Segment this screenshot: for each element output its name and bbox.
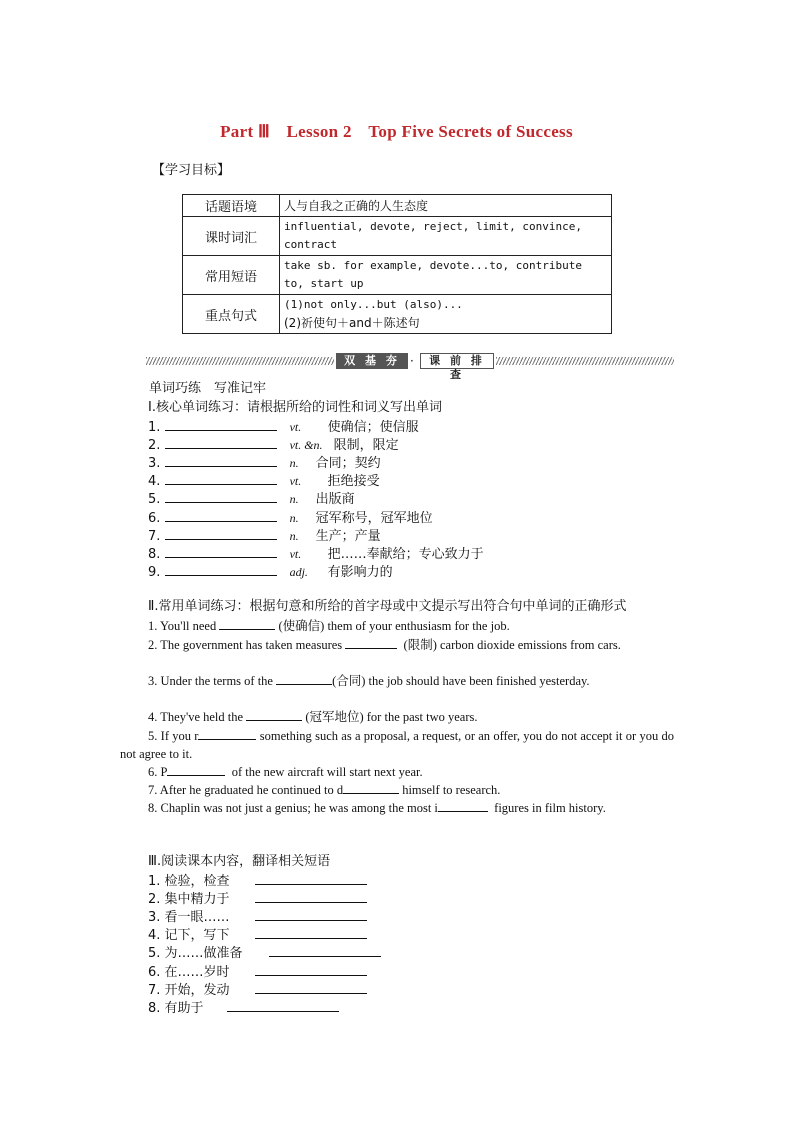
word-meaning: 使确信；使信服 xyxy=(327,420,419,435)
list-item xyxy=(148,544,484,564)
word-meaning: 合同；契约 xyxy=(315,456,381,471)
item-number: 3. xyxy=(148,456,161,471)
answer-blank[interactable] xyxy=(343,780,399,794)
answer-blank[interactable] xyxy=(165,508,277,522)
list-item xyxy=(148,508,433,528)
list-item xyxy=(148,435,399,455)
answer-blank[interactable] xyxy=(165,453,277,467)
list-item xyxy=(148,980,367,1000)
item-number: 3. xyxy=(148,910,161,925)
part-of-speech: n. xyxy=(289,511,299,525)
answer-blank[interactable] xyxy=(255,980,367,994)
sentence xyxy=(148,780,674,799)
answer-blank[interactable] xyxy=(276,671,332,685)
title-lesson: Lesson 2 xyxy=(286,122,352,141)
sentence-text: something such as a proposal, a request, or an offer, you do not accept it or you do not agree to it. xyxy=(120,729,674,761)
word-meaning: 把……奉献给；专心致力于 xyxy=(327,547,484,562)
sentence-text: 6. P xyxy=(148,765,168,779)
sentence-text: for the past two years. xyxy=(363,710,478,724)
sentence xyxy=(120,671,674,690)
answer-blank[interactable] xyxy=(255,871,367,885)
table-row xyxy=(183,195,612,217)
list-item xyxy=(148,471,380,491)
sentence-hint: (限制) xyxy=(403,638,437,652)
item-number: 6. xyxy=(148,511,161,526)
sentence-text: himself to research. xyxy=(399,783,501,797)
sentence-text: of the new aircraft will start next year. xyxy=(231,765,423,779)
part3-heading: Ⅲ.阅读课本内容，翻译相关短语 xyxy=(148,854,331,869)
sentence-text: them of your enthusiasm for the job. xyxy=(324,619,510,633)
answer-blank[interactable] xyxy=(165,526,277,540)
answer-blank[interactable] xyxy=(255,889,367,903)
sentence xyxy=(120,635,674,654)
sentence-text: 1. You'll need xyxy=(148,619,220,633)
sentence-text: carbon dioxide emissions from cars. xyxy=(436,638,621,652)
sentence-text: 3. Under the terms of the xyxy=(148,674,277,688)
answer-blank[interactable] xyxy=(255,925,367,939)
sentence-text: 8. Chaplin was not just a genius; he was among the most i xyxy=(148,801,438,815)
answer-blank[interactable] xyxy=(165,562,277,576)
sentence-text: figures in film history. xyxy=(494,801,606,815)
answer-blank[interactable] xyxy=(219,616,275,630)
answer-blank[interactable] xyxy=(246,707,302,721)
table-row xyxy=(183,295,612,334)
answer-blank[interactable] xyxy=(165,471,277,485)
answer-blank[interactable] xyxy=(345,635,397,649)
sentence xyxy=(148,707,674,726)
item-number: 5. xyxy=(148,946,161,961)
item-number: 4. xyxy=(148,474,161,489)
sentence-text: 4. They've held the xyxy=(148,710,247,724)
part-of-speech: adj. xyxy=(289,565,308,579)
sentence xyxy=(120,726,674,763)
item-number: 2. xyxy=(148,892,161,907)
sentence-hint: (使确信) xyxy=(278,619,325,633)
answer-blank[interactable] xyxy=(165,544,277,558)
answer-blank[interactable] xyxy=(255,907,367,921)
answer-blank[interactable] xyxy=(255,962,367,976)
item-number: 7. xyxy=(148,983,161,998)
item-number: 8. xyxy=(148,1001,161,1016)
list-item xyxy=(148,907,367,927)
list-item xyxy=(148,998,339,1018)
list-item xyxy=(148,943,381,963)
phrase-text: 开始，发动 xyxy=(164,983,230,998)
goals-heading: 【学习目标】 xyxy=(152,163,231,178)
word-meaning: 生产；产量 xyxy=(315,529,381,544)
list-item xyxy=(148,417,419,437)
objective-key: 话题语境 xyxy=(183,195,280,217)
sentence-text: 2. The government has taken measures xyxy=(148,638,346,652)
banner-label-left: 双 基 夯 实 xyxy=(336,353,408,369)
objective-line: (2)祈使句＋and＋陈述句 xyxy=(284,316,420,330)
table-row xyxy=(183,256,612,295)
phrase-text: 为……做准备 xyxy=(164,946,243,961)
title-part: Part Ⅲ xyxy=(220,122,270,141)
list-item xyxy=(148,453,381,473)
objectives-table xyxy=(182,194,612,334)
objective-key: 课时词汇 xyxy=(183,217,280,256)
item-number: 5. xyxy=(148,492,161,507)
item-number: 1. xyxy=(148,420,161,435)
objective-value: take sb. for example, devote...to, contribute to, start up xyxy=(280,256,612,295)
list-item xyxy=(148,889,367,909)
list-item xyxy=(148,871,367,891)
page-title xyxy=(0,122,793,142)
sentence-hint: (合同) xyxy=(332,674,366,688)
list-item xyxy=(148,562,393,582)
sentence-text: 7. After he graduated he continued to d xyxy=(148,783,344,797)
word-meaning: 有影响力的 xyxy=(327,565,393,580)
answer-blank[interactable] xyxy=(167,762,225,776)
item-number: 6. xyxy=(148,965,161,980)
word-meaning: 限制，限定 xyxy=(333,438,399,453)
sentence xyxy=(148,762,674,781)
objective-key: 重点句式 xyxy=(183,295,280,334)
part-of-speech: n. xyxy=(289,492,299,506)
hatch-divider xyxy=(496,357,674,365)
list-item xyxy=(148,489,355,509)
objective-value xyxy=(280,295,612,334)
objective-line: (1)not only...but (also)... xyxy=(284,298,463,311)
word-meaning: 出版商 xyxy=(315,492,355,507)
objective-key: 常用短语 xyxy=(183,256,280,295)
sentence-text: the job should have been finished yesterday. xyxy=(365,674,590,688)
part-of-speech: vt. &n. xyxy=(289,438,323,452)
answer-blank[interactable] xyxy=(227,998,339,1012)
phrase-text: 记下，写下 xyxy=(164,928,230,943)
list-item xyxy=(148,526,381,546)
section-heading: 单词巧练 写准记牢 xyxy=(149,381,267,396)
part-of-speech: vt. xyxy=(289,547,302,561)
list-item xyxy=(148,925,367,945)
item-number: 8. xyxy=(148,547,161,562)
part2-heading: Ⅱ.常用单词练习：根据句意和所给的首字母或中文提示写出符合句中单词的正确形式 xyxy=(148,599,627,614)
answer-blank[interactable] xyxy=(438,798,488,812)
item-number: 2. xyxy=(148,438,161,453)
hatch-divider xyxy=(146,357,334,365)
phrase-text: 在……岁时 xyxy=(164,965,230,980)
item-number: 9. xyxy=(148,565,161,580)
answer-blank[interactable] xyxy=(198,726,256,740)
title-name: Top Five Secrets of Success xyxy=(368,122,573,141)
answer-blank[interactable] xyxy=(269,943,381,957)
table-row xyxy=(183,217,612,256)
word-meaning: 拒绝接受 xyxy=(327,474,380,489)
item-number: 7. xyxy=(148,529,161,544)
list-item xyxy=(148,962,367,982)
answer-blank[interactable] xyxy=(165,489,277,503)
part-of-speech: vt. xyxy=(289,420,302,434)
objective-value: 人与自我之正确的人生态度 xyxy=(280,195,612,217)
sentence-hint: (冠军地位) xyxy=(305,710,364,724)
section-banner xyxy=(146,353,674,383)
banner-label-right: 课 前 排 查 xyxy=(420,353,494,369)
answer-blank[interactable] xyxy=(165,435,277,449)
part-of-speech: n. xyxy=(289,529,299,543)
sentence xyxy=(120,798,674,817)
answer-blank[interactable] xyxy=(165,417,277,431)
word-meaning: 冠军称号，冠军地位 xyxy=(315,511,433,526)
sentence xyxy=(148,616,674,635)
phrase-text: 集中精力于 xyxy=(164,892,230,907)
part1-heading: Ⅰ.核心单词练习：请根据所给的词性和词义写出单词 xyxy=(148,400,442,415)
item-number: 1. xyxy=(148,874,161,889)
phrase-text: 检验，检查 xyxy=(164,874,230,889)
sentence-text: 5. If you r xyxy=(148,729,199,743)
phrase-text: 看一眼…… xyxy=(164,910,230,925)
item-number: 4. xyxy=(148,928,161,943)
part-of-speech: n. xyxy=(289,456,299,470)
banner-dot: · xyxy=(410,354,414,368)
part-of-speech: vt. xyxy=(289,474,302,488)
objective-value: influential, devote, reject, limit, convince, contract xyxy=(280,217,612,256)
phrase-text: 有助于 xyxy=(164,1001,204,1016)
